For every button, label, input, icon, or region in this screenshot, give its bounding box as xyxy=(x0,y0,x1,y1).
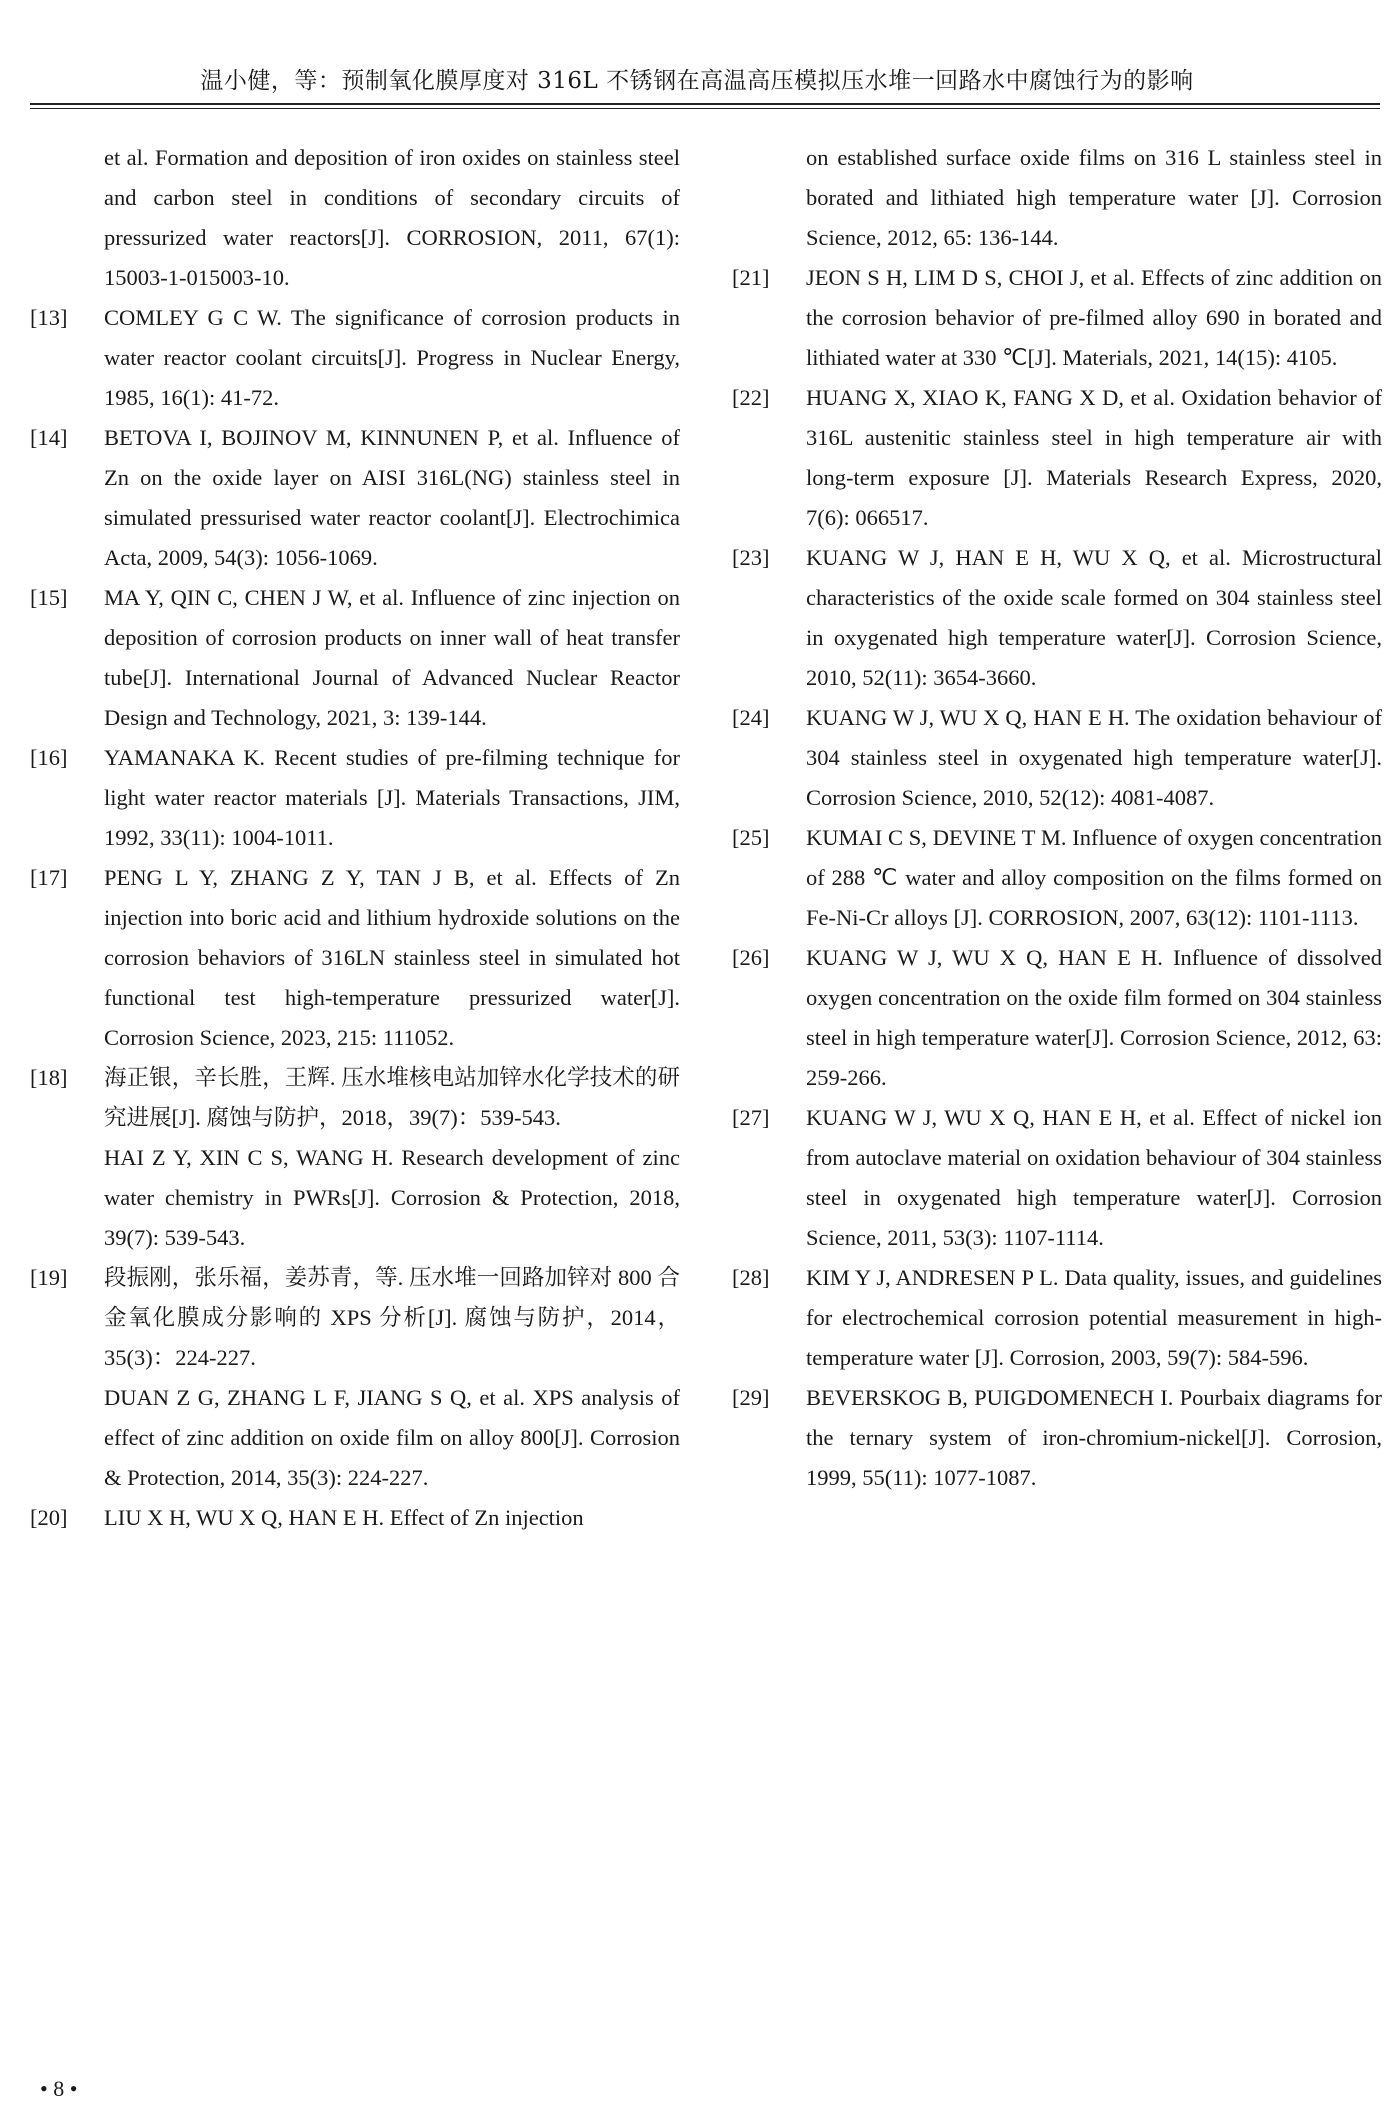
reference-entry xyxy=(30,1258,680,1498)
reference-text: 海正银，辛长胜，王辉. 压水堆核电站加锌水化学技术的研究进展[J]. 腐蚀与防护，2018，39(7)：539-543. xyxy=(104,1065,680,1130)
reference-entry xyxy=(732,538,1382,698)
reference-entry xyxy=(732,938,1382,1098)
reference-number: [19] xyxy=(30,1265,68,1290)
reference-number: [20] xyxy=(30,1505,68,1530)
reference-entry xyxy=(30,298,680,418)
reference-text: COMLEY G C W. The significance of corrosion products in water reactor coolant circuits[J]. Progress in Nuclear Energy, 1985, 16(1): 41-72. xyxy=(104,305,680,410)
reference-entry xyxy=(30,738,680,858)
header-rule-thick xyxy=(30,103,1380,105)
reference-entry xyxy=(732,818,1382,938)
references-column-right xyxy=(732,138,1382,1498)
running-header: 温小健，等：预制氧化膜厚度对 316L 不锈钢在高温高压模拟压水堆一回路水中腐蚀行为的影响 xyxy=(200,68,1194,94)
reference-number: [28] xyxy=(732,1265,770,1290)
reference-number: [27] xyxy=(732,1105,770,1130)
reference-text: KUMAI C S, DEVINE T M. Influence of oxygen concentration of 288 ℃ water and alloy composition on the films formed on Fe-Ni-Cr alloys [J]. CORROSION, 2007, 63(12): 1101-1113. xyxy=(806,825,1382,930)
header-rule-thin xyxy=(30,108,1380,109)
reference-number: [23] xyxy=(732,545,770,570)
reference-entry xyxy=(732,378,1382,538)
reference-number: [25] xyxy=(732,825,770,850)
reference-entry xyxy=(30,858,680,1058)
reference-text: BETOVA I, BOJINOV M, KINNUNEN P, et al. Influence of Zn on the oxide layer on AISI 316L(NG) stainless steel in simulated pressurised water reactor coolant[J]. Electrochimica Acta, 2009, 54(3): 1056-1069. xyxy=(104,425,680,570)
reference-entry xyxy=(732,1258,1382,1378)
reference-text: KUANG W J, WU X Q, HAN E H. The oxidation behaviour of 304 stainless steel in oxygenated high temperature water[J]. Corrosion Science, 2010, 52(12): 4081-4087. xyxy=(806,705,1382,810)
reference-number: [22] xyxy=(732,385,770,410)
reference-number: [16] xyxy=(30,745,68,770)
reference-entry xyxy=(732,1098,1382,1258)
reference-text: JEON S H, LIM D S, CHOI J, et al. Effects of zinc addition on the corrosion behavior of pre-filmed alloy 690 in borated and lithiated water at 330 ℃[J]. Materials, 2021, 14(15): 4105. xyxy=(806,265,1382,370)
reference-text: KIM Y J, ANDRESEN P L. Data quality, issues, and guidelines for electrochemical corrosion potential measurement in high-temperature water [J]. Corrosion, 2003, 59(7): 584-596. xyxy=(806,1265,1382,1370)
reference-text: 段振刚，张乐福，姜苏青，等. 压水堆一回路加锌对 800 合金氧化膜成分影响的 XPS 分析[J]. 腐蚀与防护，2014，35(3)：224-227. xyxy=(104,1265,680,1370)
reference-text: DUAN Z G, ZHANG L F, JIANG S Q, et al. XPS analysis of effect of zinc addition on oxide film on alloy 800[J]. Corrosion & Protection, 2014, 35(3): 224-227. xyxy=(104,1385,680,1490)
reference-entry xyxy=(30,138,680,298)
reference-text: KUANG W J, WU X Q, HAN E H. Influence of dissolved oxygen concentration on the oxide film formed on 304 stainless steel in high temperature water[J]. Corrosion Science, 2012, 63: 259-266. xyxy=(806,945,1382,1090)
reference-number: [14] xyxy=(30,425,68,450)
reference-number: [18] xyxy=(30,1065,68,1090)
reference-number: [29] xyxy=(732,1385,770,1410)
reference-entry xyxy=(30,1058,680,1258)
reference-text: et al. Formation and deposition of iron oxides on stainless steel and carbon steel in conditions of secondary circuits of pressurized water reactors[J]. CORROSION, 2011, 67(1): 15003-1-015003-10. xyxy=(104,145,680,290)
reference-entry xyxy=(732,138,1382,258)
reference-entry xyxy=(30,418,680,578)
reference-text: HAI Z Y, XIN C S, WANG H. Research development of zinc water chemistry in PWRs[J]. Corrosion & Protection, 2018, 39(7): 539-543. xyxy=(104,1145,680,1250)
reference-number: [15] xyxy=(30,585,68,610)
reference-number: [21] xyxy=(732,265,770,290)
reference-number: [13] xyxy=(30,305,68,330)
reference-text: on established surface oxide films on 316 L stainless steel in borated and lithiated high temperature water [J]. Corrosion Science, 2012, 65: 136-144. xyxy=(806,145,1382,250)
page-number: • 8 • xyxy=(40,2076,78,2101)
reference-number: [26] xyxy=(732,945,770,970)
reference-entry xyxy=(732,1378,1382,1498)
reference-text: BEVERSKOG B, PUIGDOMENECH I. Pourbaix diagrams for the ternary system of iron-chromium-nickel[J]. Corrosion, 1999, 55(11): 1077-1087. xyxy=(806,1385,1382,1490)
references-column-left xyxy=(30,138,680,1538)
reference-text: MA Y, QIN C, CHEN J W, et al. Influence of zinc injection on deposition of corrosion products on inner wall of heat transfer tube[J]. International Journal of Advanced Nuclear Reactor Design and Technology, 2021, 3: 139-144. xyxy=(104,585,680,730)
reference-text: HUANG X, XIAO K, FANG X D, et al. Oxidation behavior of 316L austenitic stainless steel in high temperature air with long-term exposure [J]. Materials Research Express, 2020, 7(6): 066517. xyxy=(806,385,1382,530)
reference-text: KUANG W J, WU X Q, HAN E H, et al. Effect of nickel ion from autoclave material on oxidation behaviour of 304 stainless steel in oxygenated high temperature water[J]. Corrosion Science, 2011, 53(3): 1107-1114. xyxy=(806,1105,1382,1250)
reference-entry xyxy=(30,1498,680,1538)
reference-entry xyxy=(732,258,1382,378)
reference-text: PENG L Y, ZHANG Z Y, TAN J B, et al. Effects of Zn injection into boric acid and lithium hydroxide solutions on the corrosion behaviors of 316LN stainless steel in simulated hot functional test high-temperature pressurized water[J]. Corrosion Science, 2023, 215: 111052. xyxy=(104,865,680,1050)
reference-text: YAMANAKA K. Recent studies of pre-filming technique for light water reactor materials [J]. Materials Transactions, JIM, 1992, 33(11): 1004-1011. xyxy=(104,745,680,850)
reference-text: LIU X H, WU X Q, HAN E H. Effect of Zn injection xyxy=(104,1505,584,1530)
reference-number: [24] xyxy=(732,705,770,730)
reference-text: KUANG W J, HAN E H, WU X Q, et al. Microstructural characteristics of the oxide scale formed on 304 stainless steel in oxygenated high temperature water[J]. Corrosion Science, 2010, 52(11): 3654-3660. xyxy=(806,545,1382,690)
reference-number: [17] xyxy=(30,865,68,890)
reference-entry xyxy=(732,698,1382,818)
reference-entry xyxy=(30,578,680,738)
